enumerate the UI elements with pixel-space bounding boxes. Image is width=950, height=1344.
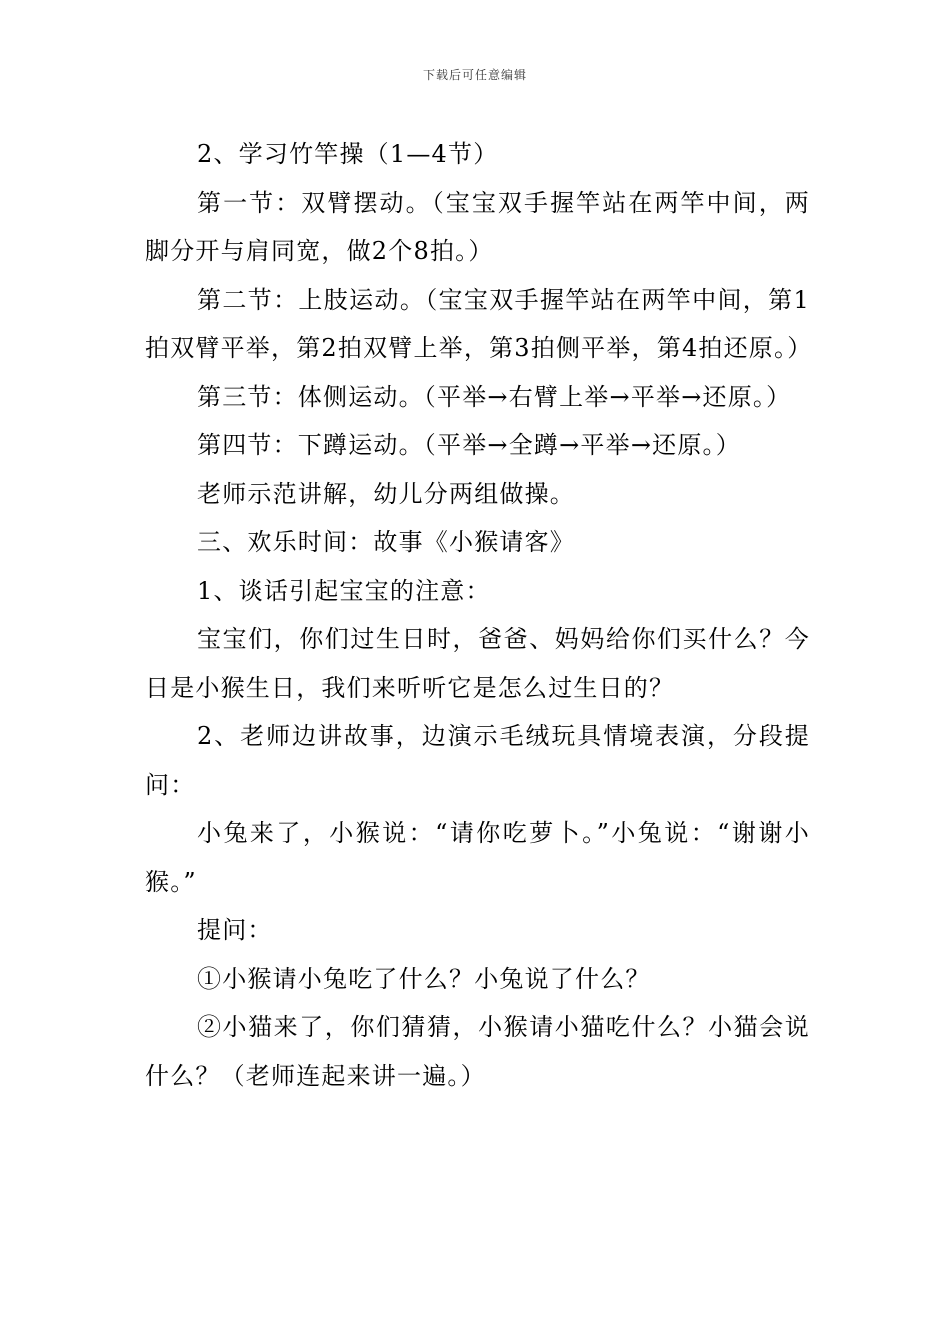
paragraph-question-one: ①小猴请小兔吃了什么？小兔说了什么？ — [197, 964, 651, 993]
paragraph-teacher-demo: 老师示范讲解，幼儿分两组做操。 — [197, 479, 575, 508]
paragraph-rabbit-dialogue: 小兔来了，小猴说：“请你吃萝卜。”小兔说：“谢谢小猴。” — [145, 819, 810, 896]
paragraph-question-two: ②小猫来了，你们猜猜，小猴请小猫吃什么？小猫会说什么？（老师连起来讲一遍。） — [145, 1013, 810, 1090]
page-header: 下载后可任意编辑 — [422, 68, 527, 82]
paragraph-conversation: 1、谈话引起宝宝的注意： — [197, 576, 491, 605]
paragraph-section-bamboo-exercise: 2、学习竹竿操（1—4节） — [197, 140, 499, 168]
paragraph-part-one: 第一节：双臂摆动。（宝宝双手握竿站在两竿中间，两脚分开与肩同宽，做2个8拍。） — [145, 188, 810, 265]
paragraph-part-four: 第四节：下蹲运动。（平举→全蹲→平举→还原。） — [197, 431, 741, 459]
paragraph-storytelling: 2、老师边讲故事，边演示毛绒玩具情境表演，分段提问： — [145, 722, 810, 799]
paragraph-part-two: 第二节：上肢运动。（宝宝双手握竿站在两竿中间，第1拍双臂平举，第2拍双臂上举，第3拍侧平举，第4拍还原。） — [145, 285, 813, 362]
paragraph-questions-heading: 提问： — [197, 916, 273, 944]
paragraph-part-three: 第三节：体侧运动。（平举→右臂上举→平举→还原。） — [197, 382, 792, 411]
document-body — [145, 130, 813, 1100]
paragraph-section-happy-time: 三、欢乐时间：故事《小猴请客》 — [197, 528, 575, 556]
paragraph-birthday-question: 宝宝们，你们过生日时，爸爸、妈妈给你们买什么？今日是小猴生日，我们来听听它是怎么过生日的？ — [145, 625, 810, 702]
